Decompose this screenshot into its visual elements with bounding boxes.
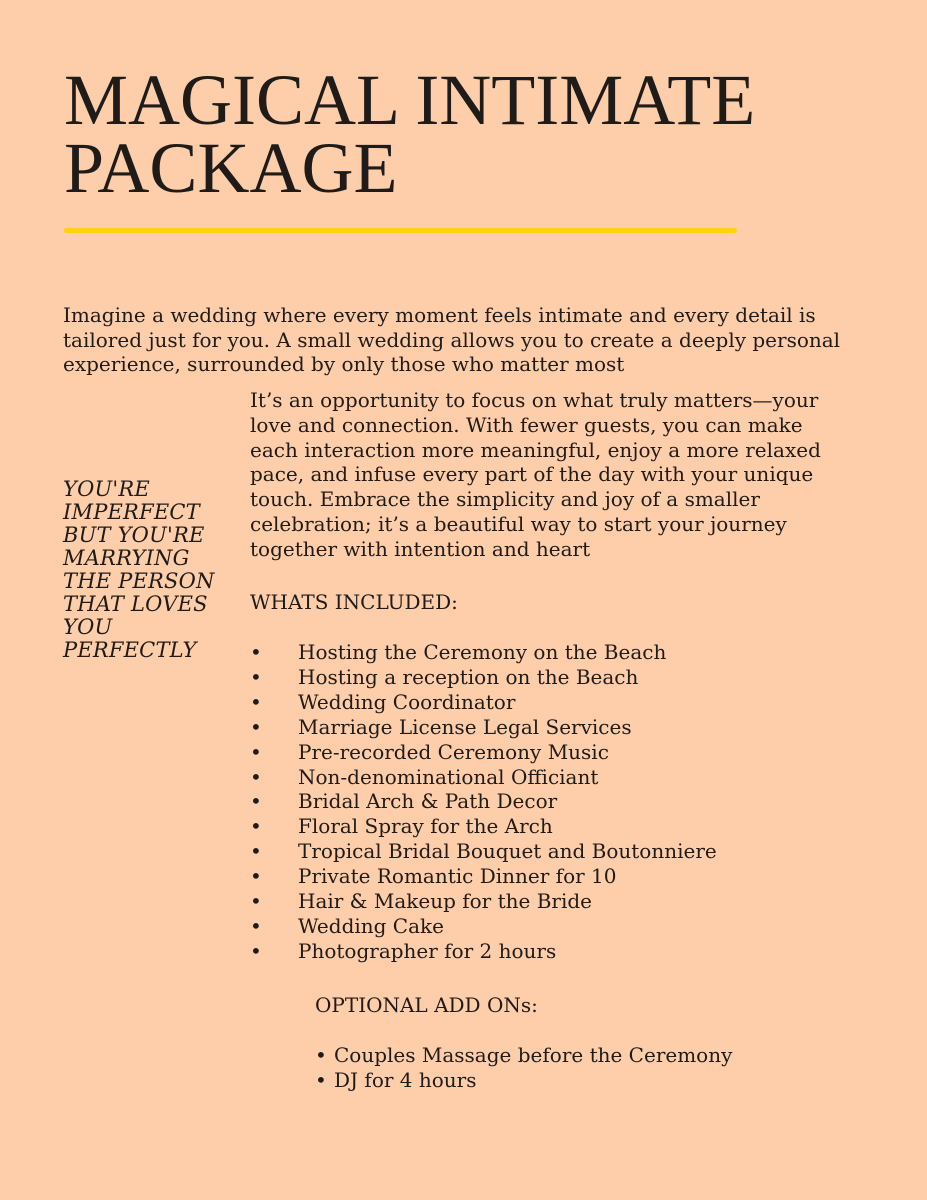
body-paragraph: It’s an opportunity to focus on what truly matters—your love and connection. With fewer guests, you can make each interaction more meaningful, enjoy a more relaxed pace, and infuse every part of the day with your unique touch. Embrace the simplicity and joy of a smaller celebration; it’s a beautiful way to start your journey together with intention and heart [250, 388, 821, 561]
title-line-1: MAGICAL INTIMATE [64, 60, 756, 140]
list-item: • Bridal Arch & Path Decor [250, 789, 850, 814]
list-item: • Marriage License Legal Services [250, 715, 850, 740]
included-list [250, 640, 850, 964]
included-heading: WHATS INCLUDED: [250, 590, 458, 614]
list-item: • Hosting a reception on the Beach [250, 665, 850, 690]
intro-paragraph: Imagine a wedding where every moment feels intimate and every detail is tailored just for you. A small wedding allows you to create a deeply personal experience, surrounded by only those who matter most [63, 303, 841, 376]
list-item: • DJ for 4 hours [315, 1068, 875, 1093]
list-item: • Non-denominational Officiant [250, 765, 850, 790]
page-title [64, 60, 864, 208]
title-underline [64, 228, 737, 233]
pull-quote: YOU'RE IMPERFECT BUT YOU'RE MARRYING THE PERSON THAT LOVES YOU PERFECTLY [63, 477, 215, 662]
list-item: • Wedding Coordinator [250, 690, 850, 715]
list-item: • Hair & Makeup for the Bride [250, 889, 850, 914]
list-item: • Floral Spray for the Arch [250, 814, 850, 839]
list-item: • Photographer for 2 hours [250, 939, 850, 964]
list-item: • Tropical Bridal Bouquet and Boutonniere [250, 839, 850, 864]
title-line-2: PACKAGE [64, 128, 398, 208]
list-item: • Pre-recorded Ceremony Music [250, 740, 850, 765]
addons-list [315, 1043, 875, 1093]
list-item: • Hosting the Ceremony on the Beach [250, 640, 850, 665]
list-item: • Wedding Cake [250, 914, 850, 939]
list-item: • Private Romantic Dinner for 10 [250, 864, 850, 889]
list-item: • Couples Massage before the Ceremony [315, 1043, 875, 1068]
addons-heading: OPTIONAL ADD ONs: [315, 993, 538, 1017]
